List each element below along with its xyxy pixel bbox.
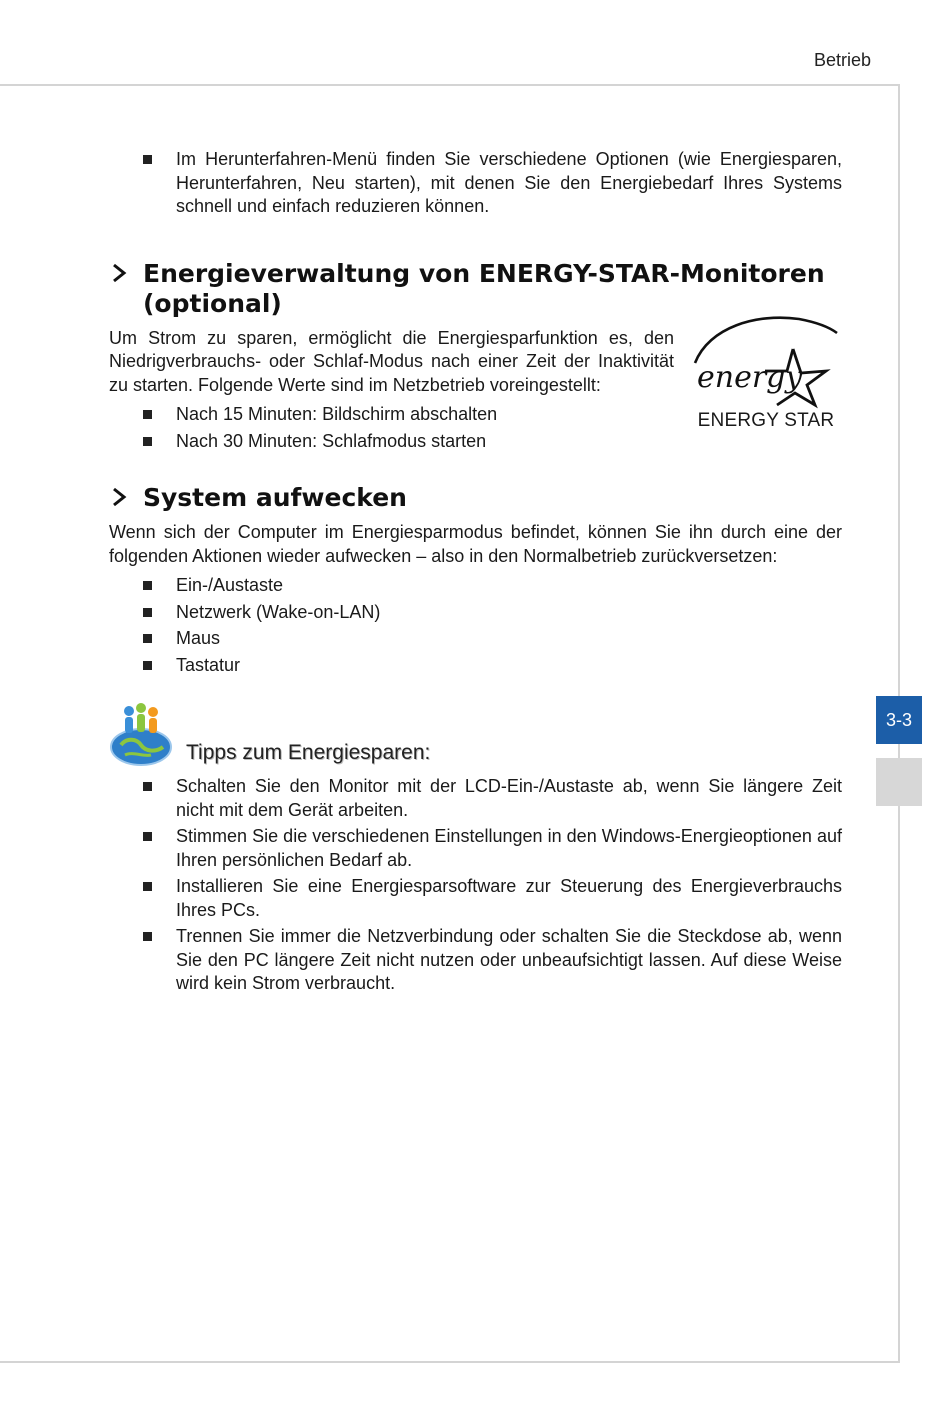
svg-text:energy: energy — [697, 359, 803, 395]
tips-list — [109, 775, 842, 996]
page-number-tab[interactable]: 3-3 — [876, 696, 922, 744]
chevron-right-icon — [109, 487, 129, 507]
list-item: Maus — [109, 627, 842, 651]
energy-paragraph: Um Strom zu sparen, ermöglicht die Energiesparfunktion es, den Niedrigverbrauchs- oder Schlaf-Modus nach einer Zeit der Inaktivität zu starten. Folgende Werte sind im Netzbetrieb voreingestellt: — [109, 327, 674, 395]
bullet-icon — [143, 661, 152, 670]
running-header: Betrieb — [813, 50, 871, 70]
bullet-icon — [143, 608, 152, 617]
bullet-icon — [143, 832, 152, 841]
list-item: Ein-/Austaste — [109, 574, 842, 598]
list-item: Im Herunterfahren-Menü finden Sie verschiedene Optionen (wie Energiesparen, Herunterfahren, Neu starten), mit denen Sie den Energiebedarf Ihres Systems schnell und einfach reduzieren können. — [109, 148, 842, 219]
energy-block — [109, 327, 842, 454]
list-item: Nach 30 Minuten: Schlafmodus starten — [109, 430, 842, 454]
section-title-wake: System aufwecken — [109, 483, 842, 513]
intro-list — [109, 148, 842, 219]
people-on-globe-icon — [107, 701, 175, 767]
list-item: Tastatur — [109, 654, 842, 678]
energy-star-mark-icon — [687, 313, 845, 409]
bullet-icon — [143, 410, 152, 419]
section-title-energy: Energieverwaltung von ENERGY-STAR-Monitoren (optional) — [109, 259, 842, 319]
list-item: Schalten Sie den Monitor mit der LCD-Ein-/Austaste ab, wenn Sie längere Zeit nicht mit dem Gerät arbeiten. — [109, 775, 842, 822]
bullet-icon — [143, 634, 152, 643]
chevron-right-icon — [109, 263, 129, 283]
list-item: Trennen Sie immer die Netzverbindung oder schalten Sie die Steckdose ab, wenn Sie den PC längere Zeit nicht nutzen oder unbeaufsichtigt lassen. Auf diese Weise wird kein Strom verbraucht. — [109, 925, 842, 996]
list-item: Installieren Sie eine Energiesparsoftware zur Steuerung des Energieverbrauchs Ihres PCs. — [109, 875, 842, 922]
list-item: Stimmen Sie die verschiedenen Einstellungen in den Windows-Energieoptionen auf Ihren persönlichen Bedarf ab. — [109, 825, 842, 872]
wake-list — [109, 574, 842, 677]
wake-paragraph: Wenn sich der Computer im Energiesparmodus befindet, können Sie ihn durch eine der folgenden Aktionen wieder aufwecken – also in den Normalbetrieb zurückversetzen: — [109, 522, 842, 566]
bullet-icon — [143, 882, 152, 891]
list-item: Nach 15 Minuten: Bildschirm abschalten — [109, 403, 842, 427]
bullet-icon — [143, 932, 152, 941]
bullet-icon — [143, 782, 152, 791]
main-content — [109, 148, 842, 999]
tips-title: Tipps zum Energiesparen: — [186, 741, 431, 764]
tips-header — [109, 701, 842, 775]
list-item: Netzwerk (Wake-on-LAN) — [109, 601, 842, 625]
energy-star-logo — [687, 313, 845, 443]
chapter-tab[interactable] — [876, 758, 922, 806]
energy-star-caption: ENERGY STAR — [697, 409, 835, 431]
bullet-icon — [143, 581, 152, 590]
bullet-icon — [143, 155, 152, 164]
bullet-icon — [143, 437, 152, 446]
